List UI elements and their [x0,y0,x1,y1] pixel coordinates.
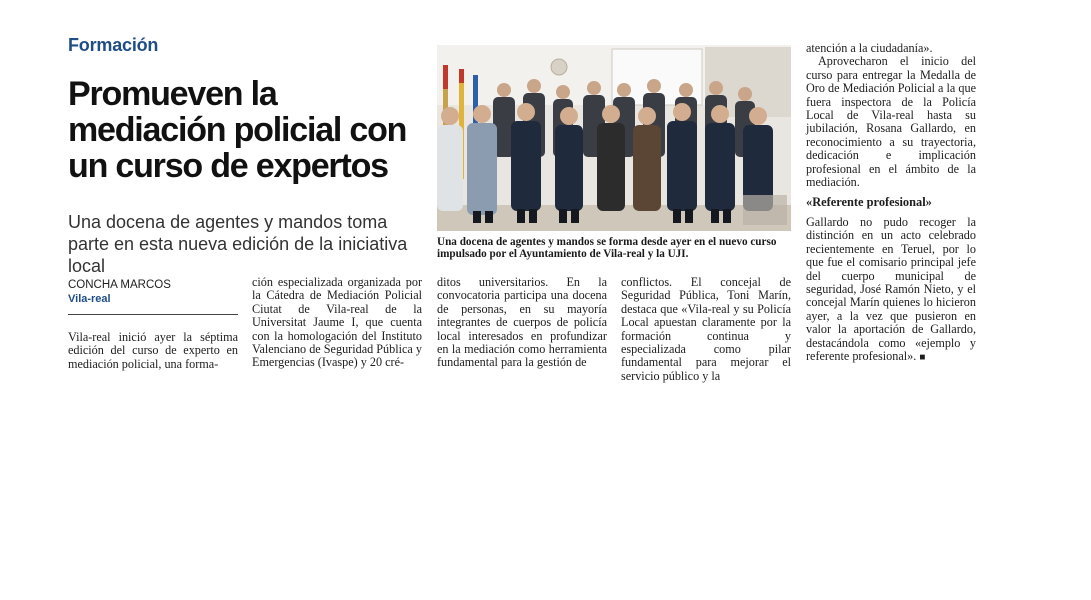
byline-author: CONCHA MARCOS [68,279,171,291]
body-column-2: ción especializada organizada por la Cátedra de Mediación Policial Ciutat de Vila-real de la Universitat Jaume I, que cuenta con la homologación del Instituto Valenciano de Seguridad Pública y Emergencias (Ivaspe) y 20 cré- [252,275,422,370]
body-paragraph: atención a la ciudadanía». [806,41,933,55]
body-paragraph: Aprovecharon el inicio del curso para entregar la Medalla de Oro de Mediación Policial a la que fuera inspectora de la Policía Local de Vila-real hasta su jubilación, Rosana Gallardo, en reconocimiento a su trayectoria, dedicación e implicación profesional en el ámbito de la mediación. [806,54,976,190]
byline [68,278,238,315]
byline-location: Vila-real [68,293,111,305]
subheadline: Una docena de agentes y mandos toma parte en esta nueva edición de la iniciativa local [68,212,408,276]
section-label: Formación [68,35,159,55]
body-paragraph-text: Gallardo no pudo recoger la distinción en un acto celebrado recientemente en Teruel, por lo que fue el comisario principal jefe del cuerpo municipal de seguridad, José Ramón Nieto, y el concejal Marín quienes lo hicieron ayer, a la vez que pusieron en valor la aportación de Gallardo, destacándola como «ejemplo y referente profesional». [806,214,976,363]
body-paragraph [806,216,976,364]
headline: Promueven la mediación policial con un curso de expertos [68,75,407,185]
photo-caption: Una docena de agentes y mandos se forma desde ayer en el nuevo curso impulsado por el Ayuntamiento de Vila-real y la UJI. [437,236,777,261]
inline-subtitle: «Referente profesional» [806,195,932,210]
body-column-1: Vila-real inició ayer la séptima edición del curso de experto en mediación policial, una forma- [68,330,238,371]
body-column-5 [806,42,976,364]
body-column-4: conflictos. El concejal de Seguridad Pública, Toni Marín, destaca que «Vila-real y su Policía Local apuestan claramente por la formación continua y especializada como pilar fundamental para mejorar el servicio público y la [621,275,791,383]
end-mark: ■ [919,351,926,363]
news-photo [437,45,791,231]
body-column-3: ditos universitarios. En la convocatoria participa una docena de personas, en su mayoría integrantes de cuerpos de policía local interesados en profundizar en la mediación como herramienta fundamental para la gestión de [437,275,607,370]
